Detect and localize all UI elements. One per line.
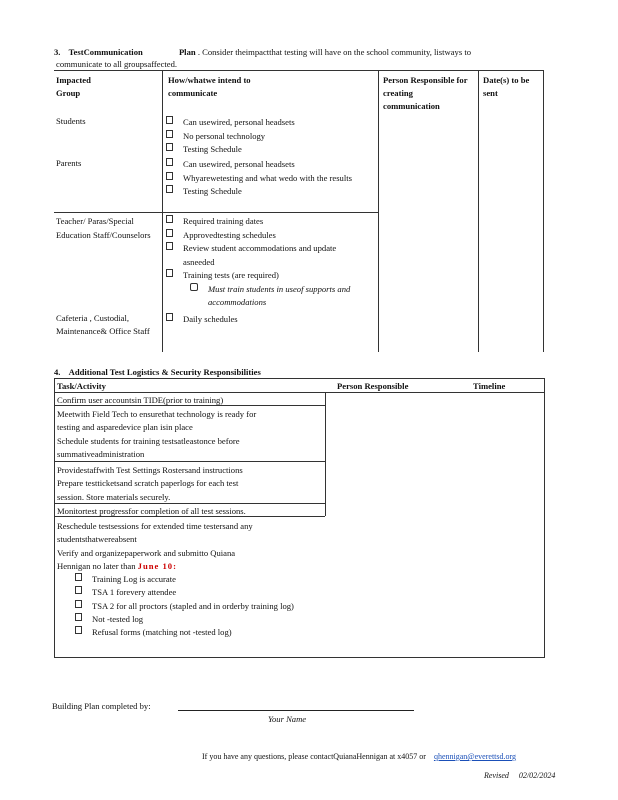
table-row: Reschedule testsessions for extended time testersand any studentsthatwereabsent Verify and organizepaperwork and submitto Quiana Hennigan no later than June 10: Training Log is accurate TSA 1 forevery attendee TSA 2 for all proctors (stapled and in orderby training log) Not -tested log Refusal forms (matching not -tested log) <box>57 520 323 640</box>
list-item: Approvedtesting schedules <box>166 229 366 243</box>
revised-label: Revised <box>484 771 509 780</box>
list-item: No personal technology <box>166 130 366 144</box>
section4-title: Additional Test Logistics & Security Responsibilities <box>68 367 261 377</box>
revised-date: 02/02/2024 <box>518 771 556 780</box>
section3-title-bold: TestCommunication <box>68 47 143 57</box>
section4-heading <box>54 367 261 377</box>
header-dates: Date(s) to be sent <box>483 75 530 98</box>
list-item: Can usewired, personal headsets <box>166 158 366 172</box>
group-label-students: Students <box>56 116 86 126</box>
checkbox-icon <box>166 215 173 223</box>
list-item: Training Log is accurate <box>75 573 323 586</box>
checkbox-icon <box>75 600 82 608</box>
checkbox-icon <box>75 573 82 581</box>
group-items-teachers <box>166 215 366 310</box>
header-person-responsible-2: Person Responsible <box>337 381 409 391</box>
checkbox-icon <box>75 626 82 634</box>
section3-title-rest: . Consider theimpactthat testing will have on the school community, listways to <box>197 47 472 57</box>
section3-heading-line2: communicate to all groupsaffected. <box>56 59 178 69</box>
section4-number: 4. <box>54 367 61 377</box>
list-item: Testing Schedule <box>166 185 366 199</box>
header-impacted-group: Impacted Group <box>56 75 91 98</box>
section3-number: 3. <box>54 47 61 57</box>
list-item: Must train students in useof supports and accommodations <box>166 283 366 310</box>
list-item: TSA 2 for all proctors (stapled and in orderby training log) <box>75 600 323 613</box>
checkbox-icon <box>75 613 82 621</box>
group-items-parents <box>166 158 366 199</box>
checkbox-icon <box>166 130 173 138</box>
list-item: Refusal forms (matching not -tested log) <box>75 626 323 639</box>
signature-label: Building Plan completed by: <box>52 701 151 711</box>
table-row: Confirm user accountsin TIDE(prior to training) <box>57 395 224 405</box>
list-item: Can usewired, personal headsets <box>166 116 366 130</box>
table-row: Providestaffwith Test Settings Rostersand instructions Prepare testticketsand scratch paperlogs for each test session. Store materials securely. <box>57 465 243 502</box>
group-label-cafeteria: Cafeteria , Custodial, Maintenance& Office Staff <box>56 313 150 336</box>
table-row: Meetwith Field Tech to ensurethat technology is ready for testing and asparedevice plan isin place Schedule students for training testsatleastonce before summativeadministration <box>57 409 257 459</box>
revised-note <box>484 771 555 781</box>
section3-title-bold2: Plan <box>178 47 196 57</box>
checkbox-icon <box>166 158 173 166</box>
checkbox-icon <box>75 586 82 594</box>
footer-contact <box>202 752 516 762</box>
signature-line[interactable] <box>178 710 414 711</box>
list-item: TSA 1 forevery attendee <box>75 586 323 599</box>
group-items-cafeteria <box>166 313 366 327</box>
checkbox-icon <box>166 172 173 180</box>
header-how-what: How/whatwe intend to communicate <box>168 75 251 98</box>
table-row: Monitortest progressfor completion of all test sessions. <box>57 506 246 516</box>
list-item: Not -tested log <box>75 613 323 626</box>
group-label-parents: Parents <box>56 158 82 168</box>
circle-bullet-icon <box>190 283 198 291</box>
group-label-teachers: Teacher/ Paras/Special Education Staff/Counselors <box>56 216 151 240</box>
list-item: Required training dates <box>166 215 366 229</box>
checkbox-icon <box>166 229 173 237</box>
checkbox-icon <box>166 242 173 250</box>
checkbox-icon <box>166 313 173 321</box>
list-item: Daily schedules <box>166 313 366 327</box>
checkbox-icon <box>166 143 173 151</box>
list-item: Testing Schedule <box>166 143 366 157</box>
checkbox-icon <box>166 269 173 277</box>
header-task-activity: Task/Activity <box>57 381 106 391</box>
header-timeline: Timeline <box>473 381 506 391</box>
header-person-responsible: Person Responsible for creating communication <box>383 75 468 111</box>
section3-heading <box>54 47 554 57</box>
list-item: Whyarewetesting and what wedo with the results <box>166 172 366 186</box>
footer-text: If you have any questions, please contactQuianaHennigan at x4057 or <box>202 752 426 761</box>
contact-email-link[interactable]: qhennigan@everettsd.org <box>433 752 517 761</box>
signature-caption: Your Name <box>268 714 307 724</box>
checkbox-icon <box>166 116 173 124</box>
list-item: Training tests (are required) <box>166 269 366 283</box>
list-item: Review student accommodations and update asneeded <box>166 242 366 269</box>
checklist <box>57 573 323 639</box>
deadline-date: June 10 <box>137 560 174 571</box>
group-items-students <box>166 116 366 157</box>
checkbox-icon <box>166 185 173 193</box>
